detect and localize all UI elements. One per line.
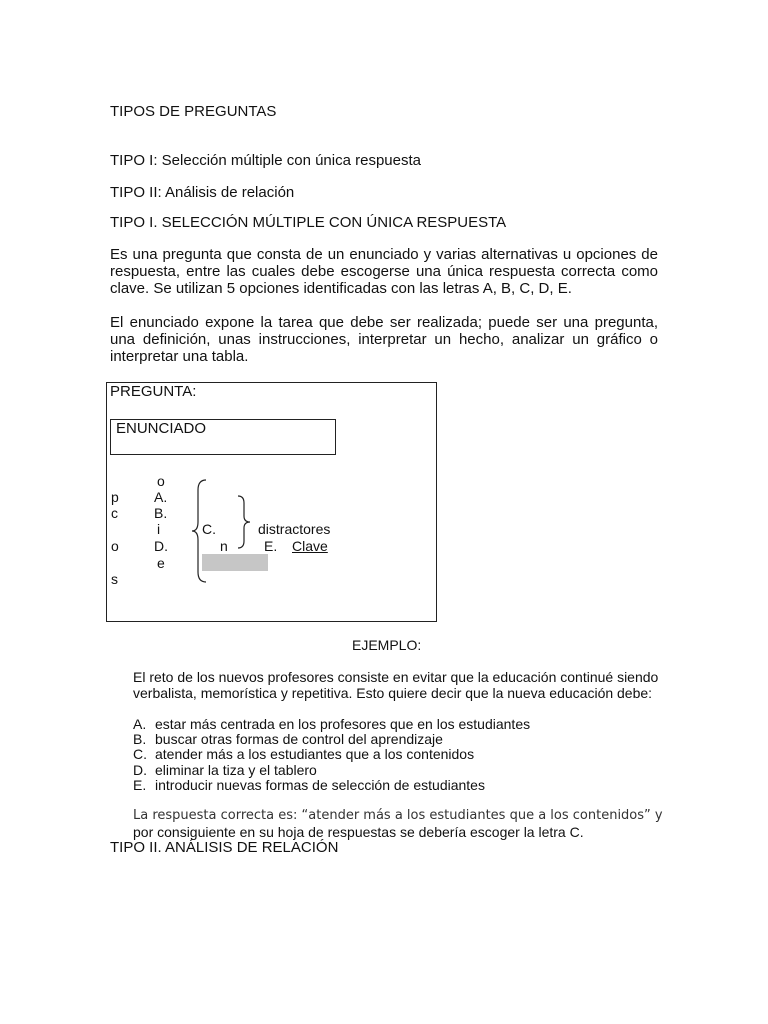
- option-text: eliminar la tiza y el tablero: [155, 762, 317, 778]
- paragraph-line: interpretar una tabla.: [110, 348, 249, 365]
- ejemplo-label: EJEMPLO:: [352, 637, 422, 653]
- option-letter: C.: [133, 746, 147, 762]
- ejemplo-option-d: [133, 762, 317, 778]
- option-letter-c: C.: [202, 521, 216, 537]
- option-text: introducir nuevas formas de selección de estudiantes: [155, 777, 485, 793]
- paragraph-enunciado: [110, 314, 658, 365]
- answer-explanation-line: La respuesta correcta es: “atender más a los estudiantes que a los contenidos” y: [133, 808, 663, 823]
- option-letter-b: B.: [154, 505, 168, 521]
- tipo2-section-title: TIPO II. ANÁLISIS DE RELACIÓN: [110, 839, 339, 856]
- scattered-letter: o: [111, 538, 119, 554]
- paragraph-line: una definición, unas instrucciones, interpretar un hecho, analizar un gráfico o: [110, 331, 658, 348]
- left-brace-icon: [190, 478, 208, 584]
- enunciado-label: ENUNCIADO: [116, 420, 207, 437]
- tipo1-intro: TIPO I: Selección múltiple con única respuesta: [110, 152, 421, 169]
- ejemplo-option-a: [133, 716, 530, 732]
- scattered-letter: c: [111, 505, 118, 521]
- scattered-letter: p: [111, 489, 119, 505]
- option-letter: D.: [133, 762, 147, 778]
- option-letter: E.: [133, 777, 147, 793]
- paragraph-line: clave. Se utilizan 5 opciones identificadas con las letras A, B, C, D, E.: [110, 280, 572, 297]
- option-letter: A.: [133, 716, 147, 732]
- scattered-letter: n: [220, 538, 228, 554]
- option-text: atender más a los estudiantes que a los contenidos: [155, 746, 475, 762]
- paragraph-line: El enunciado expone la tarea que debe ser realizada; puede ser una pregunta,: [110, 314, 658, 331]
- paragraph-line: respuesta, entre las cuales debe escogerse una única respuesta correcta como: [110, 263, 658, 280]
- ejemplo-stem-line: El reto de los nuevos profesores consiste en evitar que la educación continué siendo: [133, 669, 659, 685]
- answer-explanation-line: por consiguiente en su hoja de respuestas se debería escoger la letra C.: [133, 824, 584, 840]
- option-letter: B.: [133, 731, 147, 747]
- scattered-letter: s: [111, 571, 118, 587]
- option-letter-e: E.: [264, 538, 278, 554]
- scattered-letter: i: [157, 521, 161, 537]
- ejemplo-option-c: [133, 746, 474, 762]
- scattered-letter: o: [157, 473, 165, 489]
- right-brace-icon: [236, 494, 252, 550]
- ejemplo-stem-line: verbalista, memorística y repetitiva. Esto quiere decir que la nueva educación debe:: [133, 685, 653, 701]
- answer-placeholder-block: [202, 554, 268, 571]
- scattered-letter: e: [157, 555, 165, 571]
- option-letter-d: D.: [154, 538, 168, 554]
- paragraph-line: Es una pregunta que consta de un enunciado y varias alternativas u opciones de: [110, 246, 658, 263]
- option-text: buscar otras formas de control del aprendizaje: [155, 731, 443, 747]
- clave-label: Clave: [292, 538, 328, 554]
- paragraph-description: [110, 246, 658, 297]
- ejemplo-option-b: [133, 731, 443, 747]
- option-letter-a: A.: [154, 489, 168, 505]
- distractores-label: distractores: [258, 521, 331, 537]
- ejemplo-option-e: [133, 777, 485, 793]
- option-text: estar más centrada en los profesores que en los estudiantes: [155, 716, 531, 732]
- document-heading: TIPOS DE PREGUNTAS: [110, 103, 277, 120]
- tipo2-intro: TIPO II: Análisis de relación: [110, 184, 295, 201]
- diagram-title: PREGUNTA:: [110, 383, 197, 400]
- tipo1-section-title: TIPO I. SELECCIÓN MÚLTIPLE CON ÚNICA RESPUESTA: [110, 214, 507, 231]
